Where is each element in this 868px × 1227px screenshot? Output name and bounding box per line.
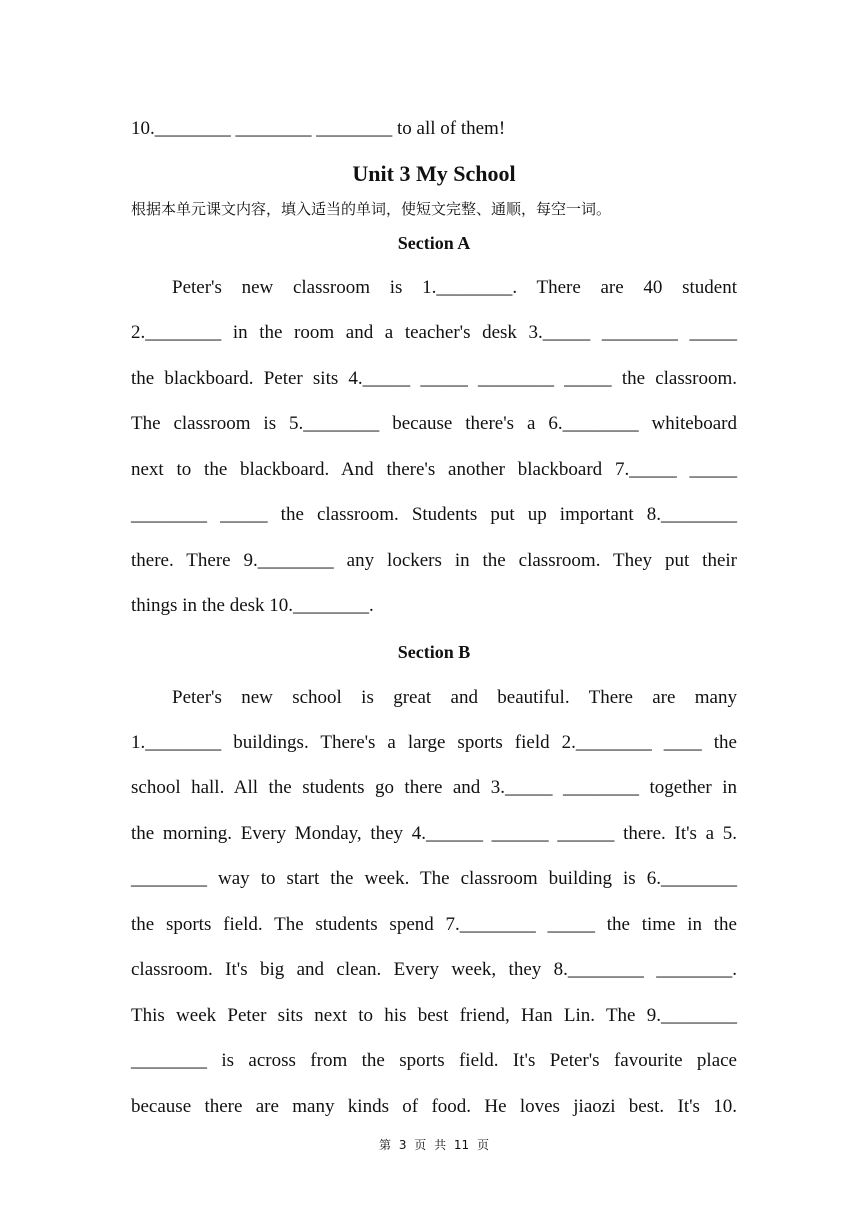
passage-line: The classroom is 5.________ because there's a 6.________ whiteboard <box>131 413 737 434</box>
passage-line: Peter's new school is great and beautiful. There are many <box>172 687 737 708</box>
unit-title: Unit 3 My School <box>352 161 516 186</box>
passage-line: the morning. Every Monday, they 4.______ ______ ______ there. It's a 5. <box>131 823 737 844</box>
passage-line: classroom. It's big and clean. Every week, they 8.________ ________. <box>131 959 737 980</box>
passage-line: ________ _____ the classroom. Students put up important 8.________ <box>131 504 737 525</box>
passage-line: because there are many kinds of food. He loves jiaozi best. It's 10. <box>131 1096 737 1117</box>
passage-line: Peter's new classroom is 1.________. There are 40 student <box>172 277 737 298</box>
section-a-heading: Section A <box>397 233 471 253</box>
passage-line: ________ is across from the sports field. It's Peter's favourite place <box>131 1050 737 1071</box>
page-footer: 第 3 页 共 11 页 <box>379 1138 489 1152</box>
passage-line: the sports field. The students spend 7.________ _____ the time in the <box>131 914 737 935</box>
passage-line: things in the desk 10.________. <box>131 595 374 616</box>
passage-line: there. There 9.________ any lockers in the classroom. They put their <box>131 550 737 571</box>
passage-line: This week Peter sits next to his best friend, Han Lin. The 9.________ <box>131 1005 737 1026</box>
passage-line: next to the blackboard. And there's another blackboard 7._____ _____ <box>131 459 737 480</box>
passage-line: ________ way to start the week. The classroom building is 6.________ <box>131 868 737 889</box>
previous-exercise-line: 10.________ ________ ________ to all of them! <box>131 118 506 139</box>
passage-line: 1.________ buildings. There's a large sports field 2.________ ____ the <box>131 732 737 753</box>
passage-line: school hall. All the students go there and 3._____ ________ together in <box>131 777 737 798</box>
passage-line: the blackboard. Peter sits 4._____ _____ ________ _____ the classroom. <box>131 368 737 389</box>
section-b-heading: Section B <box>397 642 471 662</box>
instruction-text: 根据本单元课文内容，填入适当的单词，使短文完整、通顺，每空一词。 <box>131 200 612 218</box>
passage-line: 2.________ in the room and a teacher's desk 3._____ ________ _____ <box>131 322 737 343</box>
